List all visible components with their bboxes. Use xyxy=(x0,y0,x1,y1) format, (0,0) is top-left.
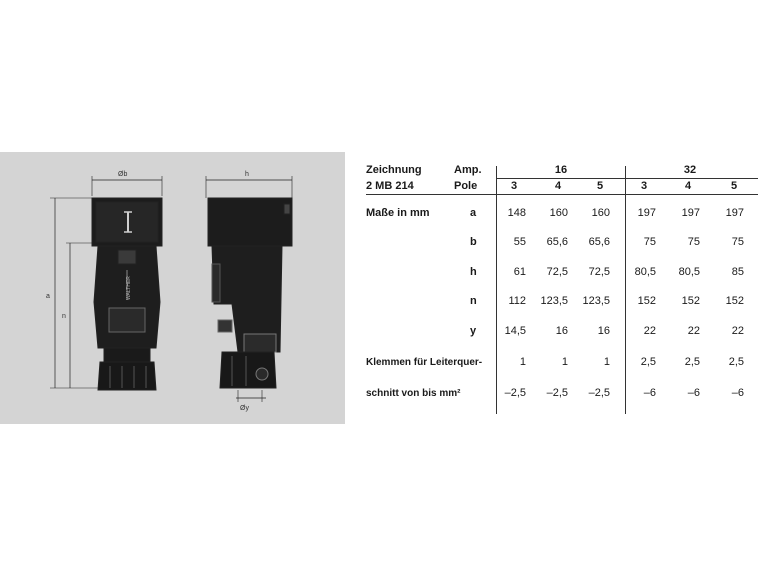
table-cell: 152 xyxy=(725,295,744,307)
table-cell: 61 xyxy=(513,266,526,278)
table-cell: 2,5 xyxy=(684,356,700,368)
dim-label-h: h xyxy=(245,171,249,178)
table-rule xyxy=(366,194,758,195)
table-cell: –2,5 xyxy=(588,387,610,399)
table-cell: 1 xyxy=(603,356,610,368)
table-cell: 75 xyxy=(643,236,656,248)
table-cell: 75 xyxy=(687,236,700,248)
row-key: a xyxy=(470,207,477,219)
header-drawing-label: Zeichnung xyxy=(366,164,422,176)
row-key: b xyxy=(470,236,477,248)
dim-label-y: Øy xyxy=(240,405,249,412)
table-cell: 85 xyxy=(731,266,744,278)
table-cell: 152 xyxy=(681,295,700,307)
table-cell: 197 xyxy=(681,207,700,219)
table-cell: –6 xyxy=(687,387,700,399)
header-pole: 4 xyxy=(554,180,562,192)
terminal-label-line2: schnitt von bis mm² xyxy=(366,388,461,399)
row-key: n xyxy=(470,295,477,307)
table-cell: 160 xyxy=(549,207,568,219)
table-cell: 197 xyxy=(637,207,656,219)
table-cell: 55 xyxy=(513,236,526,248)
table-cell: 197 xyxy=(725,207,744,219)
header-pole: 5 xyxy=(596,180,604,192)
connector-drawing xyxy=(0,152,345,424)
brand-badge: WALTHER xyxy=(126,276,132,300)
header-amp-16: 16 xyxy=(554,164,568,176)
table-cell: 14,5 xyxy=(504,325,526,337)
terminal-label-line1: Klemmen für Leiterquer- xyxy=(366,357,483,368)
table-cell: –2,5 xyxy=(504,387,526,399)
table-cell: 123,5 xyxy=(540,295,568,307)
table-cell: 80,5 xyxy=(678,266,700,278)
table-cell: 160 xyxy=(591,207,610,219)
header-amp-32: 32 xyxy=(683,164,697,176)
table-cell: 75 xyxy=(731,236,744,248)
table-cell: 2,5 xyxy=(640,356,656,368)
table-cell: –6 xyxy=(731,387,744,399)
table-cell: 16 xyxy=(555,325,568,337)
table-cell: 22 xyxy=(731,325,744,337)
technical-drawing-panel xyxy=(0,152,345,424)
table-cell: 22 xyxy=(687,325,700,337)
front-view xyxy=(50,176,162,390)
table-cell: 16 xyxy=(597,325,610,337)
table-cell: 2,5 xyxy=(728,356,744,368)
header-amp-label: Amp. xyxy=(454,164,482,176)
dim-label-n: n xyxy=(62,313,66,320)
table-rule xyxy=(496,178,758,179)
row-key: y xyxy=(470,325,477,337)
table-cell: 112 xyxy=(508,295,526,307)
table-cell: 65,6 xyxy=(588,236,610,248)
header-pole: 3 xyxy=(640,180,648,192)
table-cell: 152 xyxy=(637,295,656,307)
table-cell: 22 xyxy=(643,325,656,337)
specification-table xyxy=(366,162,758,412)
header-pole: 4 xyxy=(684,180,692,192)
header-pole: 3 xyxy=(510,180,518,192)
table-cell: –6 xyxy=(643,387,656,399)
table-cell: 1 xyxy=(519,356,526,368)
table-cell: 72,5 xyxy=(588,266,610,278)
header-pole-label: Pole xyxy=(454,180,478,192)
section-label-dimensions: Maße in mm xyxy=(366,207,430,219)
table-divider xyxy=(625,166,626,414)
table-cell: 123,5 xyxy=(582,295,610,307)
table-cell: 1 xyxy=(561,356,568,368)
header-drawing-code: 2 MB 214 xyxy=(366,180,414,192)
table-cell: 72,5 xyxy=(546,266,568,278)
table-cell: 80,5 xyxy=(634,266,656,278)
dim-label-a: a xyxy=(46,293,50,300)
dim-label-b: Øb xyxy=(118,171,128,178)
table-cell: –2,5 xyxy=(546,387,568,399)
side-view xyxy=(206,176,292,402)
table-divider xyxy=(496,166,497,414)
table-cell: 65,6 xyxy=(546,236,568,248)
row-key: h xyxy=(470,266,477,278)
table-cell: 148 xyxy=(507,207,526,219)
header-pole: 5 xyxy=(730,180,738,192)
